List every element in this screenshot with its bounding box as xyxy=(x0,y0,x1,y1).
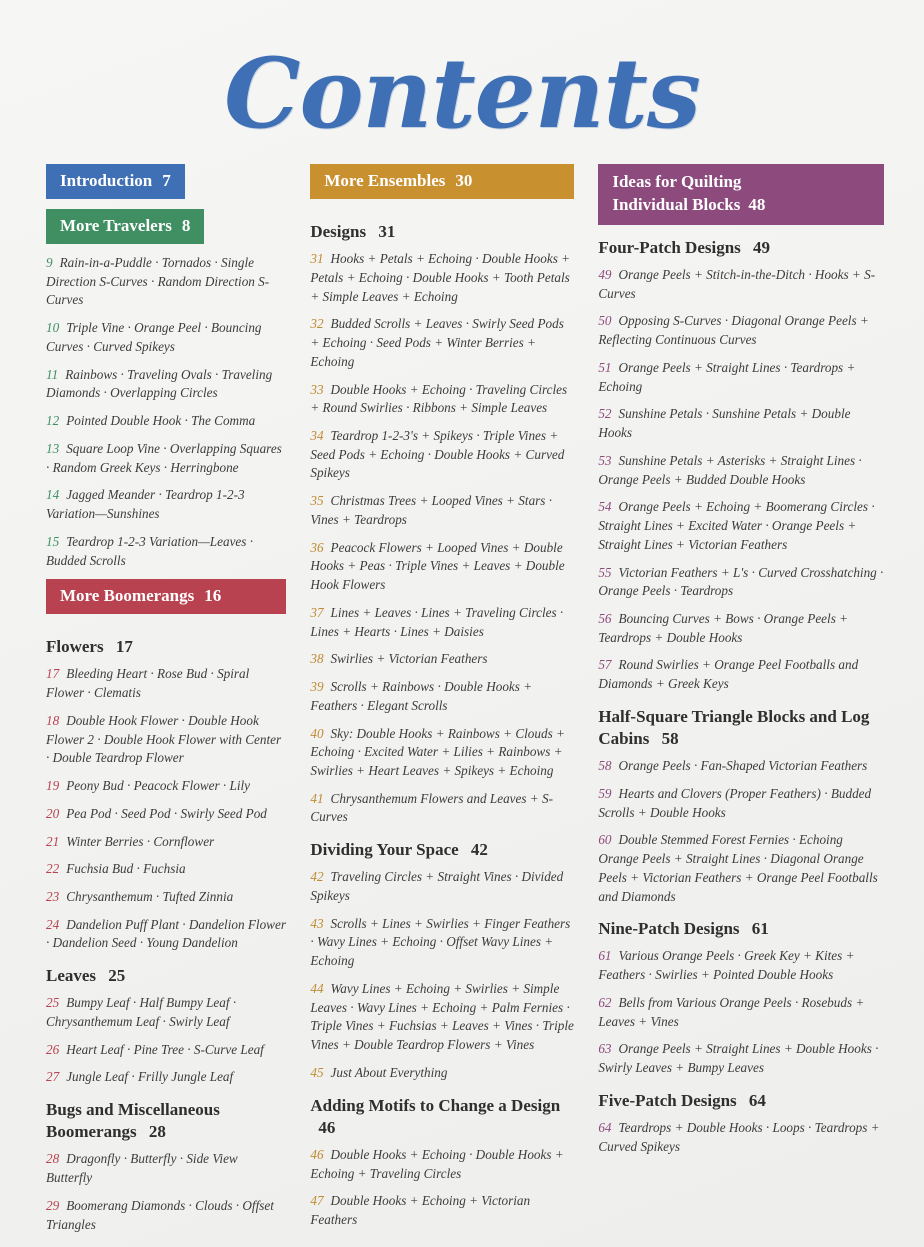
entry-text: Pea Pod · Seed Pod · Swirly Seed Pod xyxy=(66,805,267,821)
toc-entry[interactable] xyxy=(46,994,286,1031)
entry-text: Jagged Meander · Teardrop 1-2-3 Variation—Sunshines xyxy=(46,487,245,522)
entry-page: 37 xyxy=(310,604,324,620)
toc-entry[interactable] xyxy=(598,452,884,489)
entry-page: 31 xyxy=(310,251,324,267)
entry-page: 39 xyxy=(310,679,324,695)
entry-page: 9 xyxy=(46,255,53,270)
column-three xyxy=(598,164,884,1165)
entry-text: Orange Peels · Fan-Shaped Victorian Feathers xyxy=(618,758,868,774)
toc-entry[interactable] xyxy=(46,440,286,477)
subhead-page: 42 xyxy=(470,840,488,860)
entry-text: Bells from Various Orange Peels · Rosebuds + Leaves + Vines xyxy=(598,994,865,1029)
entry-text: Pointed Double Hook · The Comma xyxy=(66,413,256,429)
toc-entry[interactable] xyxy=(46,1068,286,1087)
subhead-label: Leaves xyxy=(46,966,97,986)
toc-entry[interactable] xyxy=(598,947,884,984)
subhead-page: 28 xyxy=(148,1122,166,1142)
toc-entry[interactable] xyxy=(310,604,574,641)
entry-text: Wavy Lines + Echoing + Swirlies + Simple Leaves · Wavy Lines + Echoing + Palm Fernies · Triple Vines + Fuchsias + Leaves + Vines · Triple Vines + Double Teardrop Flowers + Vines xyxy=(310,980,574,1053)
entry-page: 25 xyxy=(46,995,60,1011)
entry-page: 61 xyxy=(598,948,612,964)
subhead-label: Nine-Patch Designs xyxy=(598,919,740,939)
toc-entry[interactable] xyxy=(598,785,884,822)
entry-page: 40 xyxy=(310,725,324,741)
subhead-label: Five-Patch Designs xyxy=(598,1090,737,1110)
subhead-page: 49 xyxy=(753,237,771,257)
subhead-page: 17 xyxy=(115,637,133,657)
entry-text: Double Stemmed Forest Fernies · Echoing Orange Peels + Straight Lines · Diagonal Orange Peels + Victorian Feathers + Orange Peel Footballs and Diamonds xyxy=(598,832,878,904)
toc-entry[interactable] xyxy=(46,254,286,310)
toc-entry[interactable] xyxy=(46,833,286,852)
entry-page: 34 xyxy=(310,427,324,443)
toc-entry[interactable] xyxy=(310,539,574,595)
toc-entry[interactable] xyxy=(46,319,286,356)
subsection-leaves xyxy=(46,965,286,987)
entry-page: 26 xyxy=(46,1041,60,1057)
entry-page: 19 xyxy=(46,778,60,794)
entry-text: Triple Vine · Orange Peel · Bouncing Curves · Curved Spikeys xyxy=(46,320,262,354)
toc-entry[interactable] xyxy=(598,312,884,349)
entry-text: Sunshine Petals + Asterisks + Straight Lines · Orange Peels + Budded Double Hooks xyxy=(598,452,862,487)
toc-entry[interactable] xyxy=(598,564,884,601)
toc-entry[interactable] xyxy=(310,250,574,306)
toc-entry[interactable] xyxy=(598,359,884,396)
subsection-adding-motifs xyxy=(310,1095,574,1139)
entry-page: 33 xyxy=(310,381,324,397)
toc-entry[interactable] xyxy=(310,678,574,715)
entry-page: 22 xyxy=(46,861,60,877)
entry-page: 28 xyxy=(46,1151,60,1167)
entry-text: Traveling Circles + Straight Vines · Divided Spikeys xyxy=(310,869,564,904)
entry-text: Bumpy Leaf · Half Bumpy Leaf · Chrysanthemum Leaf · Swirly Leaf xyxy=(46,995,237,1030)
entry-page: 14 xyxy=(46,487,60,503)
entry-text: Teardrop 1-2-3 Variation—Leaves · Budded Scrolls xyxy=(46,533,254,568)
toc-entry[interactable] xyxy=(310,980,574,1055)
entry-page: 46 xyxy=(310,1146,324,1162)
toc-entry[interactable] xyxy=(46,412,286,431)
subsection-four-patch-designs xyxy=(598,237,884,259)
entry-text: Rain-in-a-Puddle · Tornados · Single Direction S-Curves · Random Direction S-Curves xyxy=(46,255,270,308)
entry-text: Teardrops + Double Hooks · Loops · Teardrops + Curved Spikeys xyxy=(598,1119,880,1154)
toc-entry[interactable] xyxy=(598,1040,884,1077)
entry-text: Bouncing Curves + Bows · Orange Peels + Teardrops + Double Hooks xyxy=(598,610,849,645)
page-title: Contents xyxy=(224,37,700,150)
subhead-page: 64 xyxy=(748,1090,766,1110)
toc-entry[interactable] xyxy=(46,486,286,523)
column-two xyxy=(310,164,574,1239)
entry-text: Teardrop 1-2-3's + Spikeys · Triple Vines + Seed Pods + Echoing · Double Hooks + Curved Spikeys xyxy=(310,427,565,481)
entry-page: 41 xyxy=(310,790,324,806)
toc-entry[interactable] xyxy=(598,757,884,776)
entry-text: Chrysanthemum Flowers and Leaves + S-Curves xyxy=(310,790,553,825)
toc-entry[interactable] xyxy=(46,1041,286,1060)
toc-entry[interactable] xyxy=(310,1192,574,1229)
subhead-label: Designs xyxy=(310,222,367,241)
entry-page: 18 xyxy=(46,712,60,728)
entry-text: Peony Bud · Peacock Flower · Lily xyxy=(66,778,251,794)
entry-text: Budded Scrolls + Leaves · Swirly Seed Pods + Echoing · Seed Pods + Winter Berries + Echoing xyxy=(310,316,564,369)
section-banner-more-ensembles[interactable] xyxy=(310,164,574,199)
entry-text: Double Hooks + Echoing · Double Hooks + Echoing + Traveling Circles xyxy=(310,1146,564,1181)
entry-text: Orange Peels + Stitch-in-the-Ditch · Hooks + S-Curves xyxy=(598,266,876,301)
toc-entry[interactable] xyxy=(598,1119,884,1156)
subhead-page: 61 xyxy=(751,919,769,939)
toc-entry[interactable] xyxy=(598,656,884,693)
entry-page: 24 xyxy=(46,916,60,932)
toc-entry[interactable] xyxy=(46,1150,286,1187)
entry-page: 54 xyxy=(598,499,612,515)
toc-entry[interactable] xyxy=(310,492,574,529)
entry-text: Double Hook Flower · Double Hook Flower 2 · Double Hook Flower with Center · Double Teardrop Flower xyxy=(46,712,282,766)
entry-text: Bleeding Heart · Rose Bud · Spiral Flower · Clematis xyxy=(46,666,250,701)
toc-entry[interactable] xyxy=(46,533,286,570)
entry-text: Just About Everything xyxy=(330,1064,448,1080)
entry-text: Orange Peels + Straight Lines + Double Hooks · Swirly Leaves + Bumpy Leaves xyxy=(598,1041,879,1076)
entry-page: 36 xyxy=(310,539,324,555)
entry-text: Scrolls + Rainbows · Double Hooks + Feathers · Elegant Scrolls xyxy=(310,679,533,713)
entry-page: 32 xyxy=(310,316,324,332)
toc-entry[interactable] xyxy=(598,266,884,303)
entry-page: 42 xyxy=(310,869,324,885)
entry-page: 49 xyxy=(598,266,612,282)
banner-label: More Ensembles xyxy=(324,171,446,190)
entry-text: Peacock Flowers + Looped Vines + Double Hooks + Peas · Triple Vines + Leaves + Double Hook Flowers xyxy=(310,539,565,593)
entry-text: Opposing S-Curves · Diagonal Orange Peels + Reflecting Continuous Curves xyxy=(598,313,869,348)
entry-text: Fuchsia Bud · Fuchsia xyxy=(66,861,186,877)
toc-entry[interactable] xyxy=(310,315,574,371)
subhead-label: Flowers xyxy=(46,637,104,657)
banner-page-number: 8 xyxy=(181,216,191,235)
toc-entry[interactable] xyxy=(310,868,574,905)
banner-label-line1: Ideas for Quilting xyxy=(612,172,742,191)
section-banner-more-travelers[interactable] xyxy=(46,209,204,244)
entry-text: Scrolls + Lines + Swirlies + Finger Feathers · Wavy Lines + Echoing · Offset Wavy Lines + Echoing xyxy=(310,915,571,969)
toc-entry[interactable] xyxy=(46,366,286,403)
entry-page: 27 xyxy=(46,1069,60,1085)
toc-entry[interactable] xyxy=(46,888,286,907)
banner-page-number: 16 xyxy=(204,586,222,606)
toc-entry[interactable] xyxy=(46,777,286,796)
entry-text: Dandelion Puff Plant · Dandelion Flower · Dandelion Seed · Young Dandelion xyxy=(46,916,286,951)
contents-columns xyxy=(0,142,924,1243)
entry-page: 63 xyxy=(598,1041,612,1057)
subhead-page: 25 xyxy=(108,966,126,986)
subhead-label: Dividing Your Space xyxy=(310,840,459,860)
toc-entry[interactable] xyxy=(598,831,884,906)
entry-page: 11 xyxy=(46,366,59,382)
subhead-label: Adding Motifs to Change a Design xyxy=(310,1095,561,1115)
toc-entry[interactable] xyxy=(46,860,286,879)
entry-text: Victorian Feathers + L's · Curved Crosshatching · Orange Peels · Teardrops xyxy=(598,564,884,599)
section-banner-ideas-for-quilting[interactable] xyxy=(598,164,884,225)
entry-text: Round Swirlies + Orange Peel Footballs and Diamonds + Greek Keys xyxy=(598,657,859,692)
toc-entry[interactable] xyxy=(598,610,884,647)
entry-text: Lines + Leaves · Lines + Traveling Circles · Lines + Hearts · Lines + Daisies xyxy=(310,604,564,639)
subhead-page: 58 xyxy=(661,729,679,749)
entry-page: 15 xyxy=(46,533,60,549)
subsection-flowers xyxy=(46,636,286,658)
entry-text: Christmas Trees + Looped Vines + Stars · Vines + Teardrops xyxy=(310,493,553,527)
subhead-label: Four-Patch Designs xyxy=(598,237,741,257)
entry-page: 21 xyxy=(46,833,60,849)
banner-page-number: 7 xyxy=(162,171,171,190)
entry-text: Orange Peels + Echoing + Boomerang Circles · Straight Lines + Excited Water · Orange Peels + Straight Lines + Victorian Feathers xyxy=(598,499,875,552)
subhead-label: Bugs and Miscellaneous Boomerangs xyxy=(46,1100,220,1142)
banner-label: Introduction xyxy=(60,171,153,190)
subsection-nine-patch-designs xyxy=(598,918,884,940)
entry-text: Jungle Leaf · Frilly Jungle Leaf xyxy=(66,1069,234,1085)
toc-entry[interactable] xyxy=(598,405,884,442)
entry-page: 13 xyxy=(46,440,60,456)
entry-text: Sky: Double Hooks + Rainbows + Clouds + Echoing · Excited Water + Lilies + Rainbows + Swirlies + Heart Leaves + Spikeys + Echoing xyxy=(310,725,565,778)
entry-page: 45 xyxy=(310,1064,324,1080)
entry-page: 47 xyxy=(310,1193,324,1209)
section-banner-more-boomerangs[interactable] xyxy=(46,579,286,614)
entry-page: 38 xyxy=(310,651,324,667)
entry-page: 56 xyxy=(598,610,612,626)
subsection-half-square-triangle-blocks xyxy=(598,706,884,750)
toc-entry[interactable] xyxy=(46,665,286,702)
entry-page: 60 xyxy=(598,832,612,848)
entry-page: 10 xyxy=(46,320,60,336)
entry-page: 52 xyxy=(598,406,612,422)
toc-entry[interactable] xyxy=(310,427,574,483)
entry-page: 64 xyxy=(598,1119,612,1135)
toc-entry[interactable] xyxy=(310,1146,574,1183)
subhead-page: 31 xyxy=(378,222,396,241)
toc-entry[interactable] xyxy=(310,1064,574,1083)
entry-page: 50 xyxy=(598,313,612,329)
subhead-page: 46 xyxy=(318,1117,336,1137)
toc-entry[interactable] xyxy=(46,712,286,768)
banner-label: More Boomerangs xyxy=(60,586,195,606)
toc-entry[interactable] xyxy=(46,805,286,824)
banner-label: More Travelers xyxy=(60,216,172,235)
entry-text: Sunshine Petals · Sunshine Petals + Double Hooks xyxy=(598,406,851,441)
entry-page: 59 xyxy=(598,785,612,801)
entry-page: 51 xyxy=(598,359,612,375)
entry-text: Double Hooks + Echoing · Traveling Circles + Round Swirlies · Ribbons + Simple Leaves xyxy=(310,381,568,416)
entry-text: Chrysanthemum · Tufted Zinnia xyxy=(66,888,234,904)
entry-text: Rainbows · Traveling Ovals · Traveling Diamonds · Overlapping Circles xyxy=(46,366,273,401)
entry-page: 55 xyxy=(598,564,612,580)
entry-page: 58 xyxy=(598,758,612,774)
banner-page-number: 48 xyxy=(748,194,766,214)
entry-page: 12 xyxy=(46,413,60,429)
toc-entry[interactable] xyxy=(46,916,286,953)
entry-text: Square Loop Vine · Overlapping Squares · Random Greek Keys · Herringbone xyxy=(46,440,282,475)
entry-text: Winter Berries · Cornflower xyxy=(66,833,215,849)
subsection-bugs-and-misc xyxy=(46,1099,286,1143)
toc-entry[interactable] xyxy=(310,790,574,827)
section-banner-introduction[interactable] xyxy=(46,164,185,199)
entry-text: Dragonfly · Butterfly · Side View Butterfly xyxy=(46,1151,238,1186)
subsection-five-patch-designs xyxy=(598,1090,884,1112)
entry-page: 43 xyxy=(310,915,324,931)
entry-page: 57 xyxy=(598,657,612,673)
toc-entry[interactable] xyxy=(310,725,574,781)
entry-page: 53 xyxy=(598,452,612,468)
entry-text: Various Orange Peels · Greek Key + Kites + Feathers · Swirlies + Pointed Double Hooks xyxy=(598,948,855,983)
subhead-label: Half-Square Triangle Blocks and Log Cabins xyxy=(598,706,870,749)
entry-text: Hooks + Petals + Echoing · Double Hooks + Petals + Echoing · Double Hooks + Tooth Petals + Simple Leaves + Echoing xyxy=(310,251,571,304)
toc-entry[interactable] xyxy=(310,381,574,418)
column-one xyxy=(46,164,286,1243)
toc-entry[interactable] xyxy=(598,994,884,1031)
entry-text: Heart Leaf · Pine Tree · S-Curve Leaf xyxy=(66,1041,264,1057)
entry-text: Swirlies + Victorian Feathers xyxy=(330,651,488,667)
entry-page: 23 xyxy=(46,888,60,904)
banner-page-number: 30 xyxy=(455,171,473,190)
toc-entry[interactable] xyxy=(310,915,574,971)
banner-label-line2: Individual Blocks xyxy=(612,194,741,214)
entry-page: 20 xyxy=(46,805,60,821)
toc-entry[interactable] xyxy=(310,650,574,669)
entry-page: 17 xyxy=(46,666,60,682)
subsection-designs xyxy=(310,221,574,243)
entry-text: Boomerang Diamonds · Clouds · Offset Triangles xyxy=(46,1197,274,1232)
toc-entry[interactable] xyxy=(598,498,884,554)
entry-page: 44 xyxy=(310,980,324,996)
entry-page: 29 xyxy=(46,1197,60,1213)
entry-text: Orange Peels + Straight Lines · Teardrops + Echoing xyxy=(598,359,856,394)
entry-text: Double Hooks + Echoing + Victorian Feathers xyxy=(310,1193,531,1228)
entry-page: 35 xyxy=(310,493,324,509)
toc-entry[interactable] xyxy=(46,1197,286,1234)
subsection-dividing-your-space xyxy=(310,839,574,861)
entry-page: 62 xyxy=(598,994,612,1010)
entry-text: Hearts and Clovers (Proper Feathers) · Budded Scrolls + Double Hooks xyxy=(598,785,872,820)
